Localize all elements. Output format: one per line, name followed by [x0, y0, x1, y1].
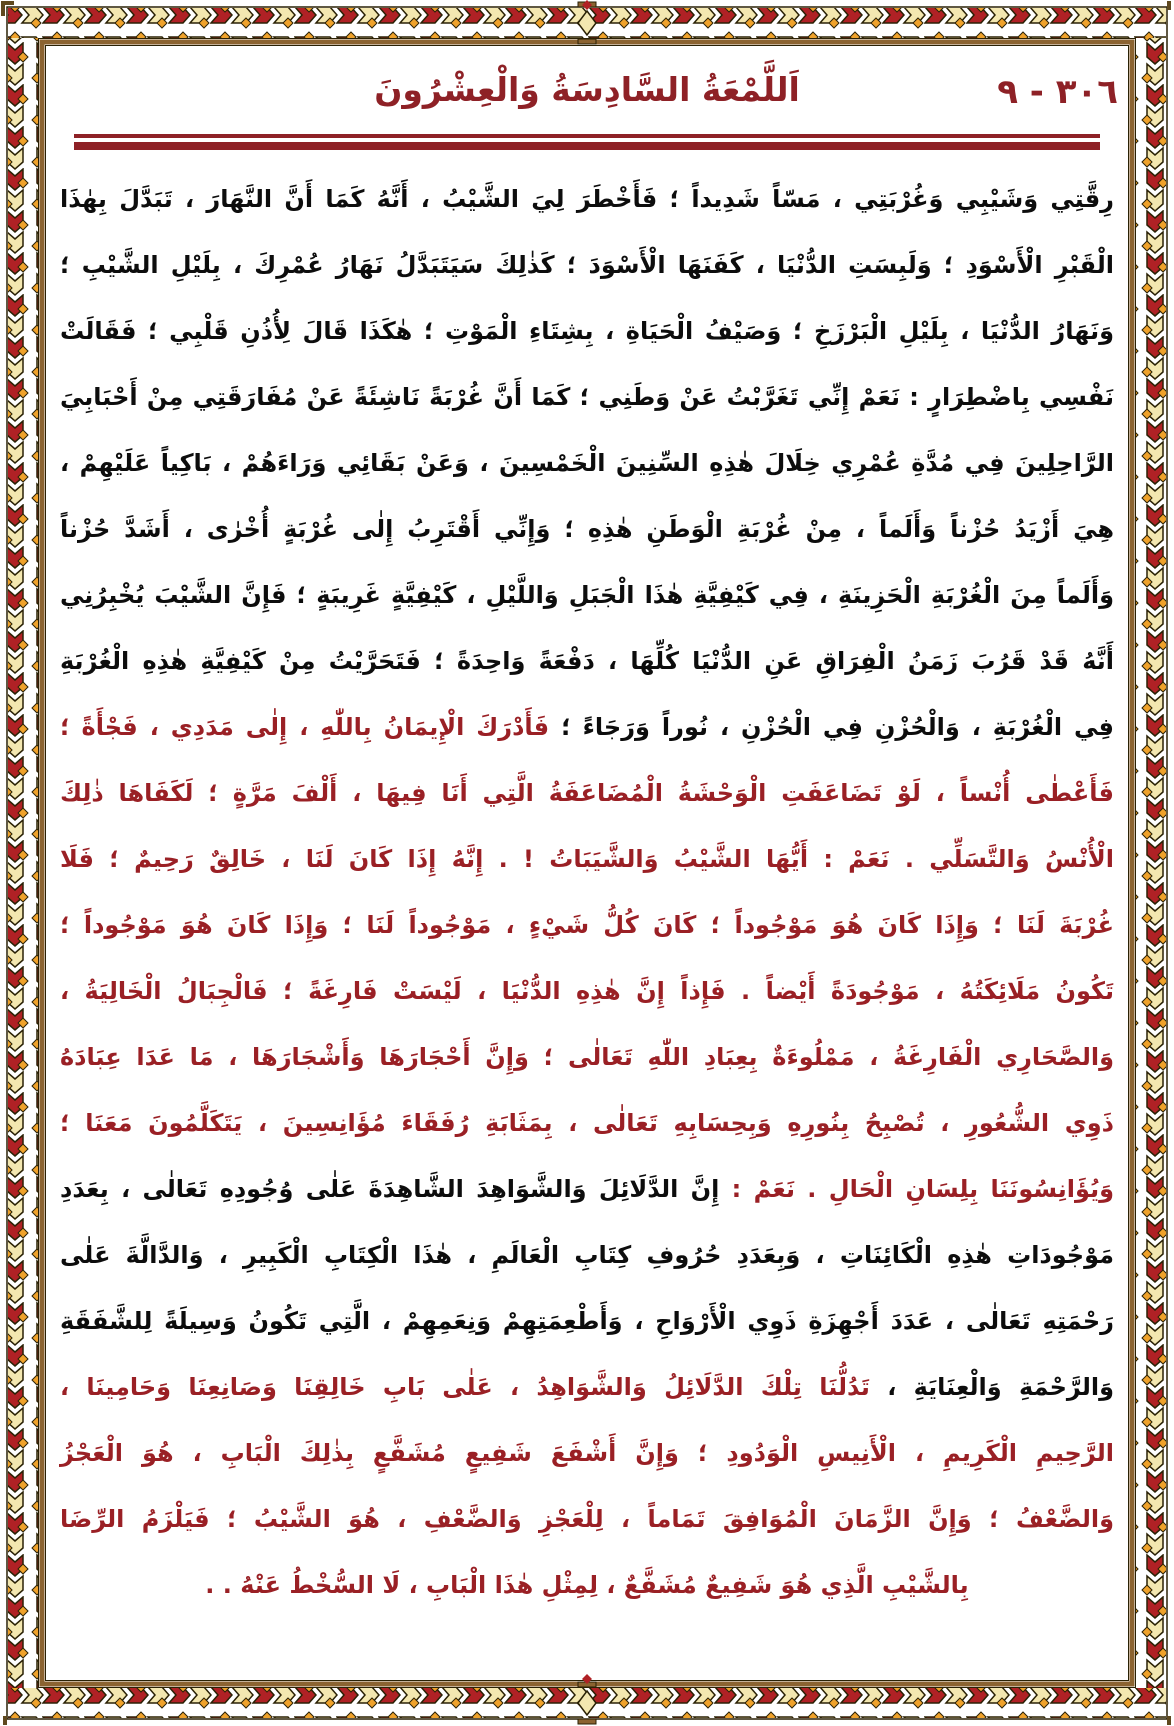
text-line [60, 496, 1114, 562]
text-line [60, 1222, 1114, 1288]
text-segment: أَنَّهُ قَدْ قَرُبَ زَمَنُ الْفِرَاقِ عَنِ الدُّنْيَا كُلِّهَا ، دَفْعَةً وَاحِدَةً ؛ فَتَحَرَّيْتُ مِنْ كَيْفِيَّةِ هٰذِهِ الْغُرْبَةِ [60, 647, 1114, 675]
text-line [60, 826, 1114, 892]
text-segment: وَالرَّحْمَةِ وَالْعِنَايَةِ ، [869, 1373, 1114, 1401]
text-segment: الرَّاحِلِينَ فِي مُدَّةِ عُمْرِي خِلَالَ هٰذِهِ السِّنِينَ الْخَمْسِينَ ، وَعَنْ بَقَائِي وَرَاءَهُمْ ، بَاكِياً عَلَيْهِمْ ، [60, 449, 1114, 477]
divider-thick-rule [74, 142, 1100, 150]
text-segment: رِقَّتِي وَشَيْبِي وَغُرْبَتِي ، مَسّاً شَدِيداً ؛ فَأَخْطَرَ لِيَ الشَّيْبُ ، أَنَّهُ كَمَا أَنَّ النَّهَارَ ، تَبَدَّلَ بِهٰذَا [60, 185, 1114, 213]
text-segment: هِيَ أَزْيَدُ حُزْناً وَأَلَماً ، مِنْ غُرْبَةِ الْوَطَنِ هٰذِهِ ؛ وَإِنِّي أَقْتَرِبُ إِلٰى غُرْبَةٍ أُخْرٰى ، أَشَدَّ حُزْناً [60, 515, 1114, 543]
text-segment: الرَّحِيمِ الْكَرِيمِ ، الْأَنِيسِ الْوَدُودِ ؛ وَإِنَّ أَشْفَعَ شَفِيعٍ مُشَفَّعٍ بِذٰلِكَ الْبَابِ ، هُوَ الْعَجْزُ [60, 1439, 1114, 1467]
text-line [60, 364, 1114, 430]
text-segment: ذَوِي الشُّعُورِ ، تُصْبِحُ بِنُورِهِ وَبِحِسَابِهِ تَعَالٰى ، بِمَثَابَةِ رُفَقَاءَ مُؤَانِسِينَ ، يَتَكَلَّمُونَ مَعَنَا ؛ [60, 1109, 1114, 1137]
text-line [60, 628, 1114, 694]
text-line [60, 430, 1114, 496]
text-line [60, 760, 1114, 826]
text-line [60, 1420, 1114, 1486]
text-segment: الْقَبْرِ الْأَسْوَدِ ؛ وَلَبِسَتِ الدُّنْيَا ، كَفَنَهَا الْأَسْوَدَ ؛ كَذٰلِكَ سَيَتَبَدَّلُ نَهَارُ عُمْرِكَ ، بِلَيْلِ الشَّيْبِ ؛ [60, 251, 1114, 279]
text-line [60, 1288, 1114, 1354]
text-line [60, 166, 1114, 232]
body-text [60, 166, 1114, 1618]
text-line [60, 694, 1114, 760]
text-segment: رَحْمَتِهِ تَعَالٰى ، عَدَدَ أَجْهِزَةِ ذَوِي الْأَرْوَاحِ ، وَأَطْعِمَتِهِمْ وَنِعَمِهِمْ ، الَّتِي تَكُونُ وَسِيلَةً لِلشَّفَقَةِ [60, 1307, 1114, 1335]
text-segment: تَكُونُ مَلَائِكَتُهُ ، مَوْجُودَةً أَيْضاً . فَإِذاً إِنَّ هٰذِهِ الدُّنْيَا ، لَيْسَتْ فَارِغَةً ؛ فَالْجِبَالُ الْخَالِيَةُ ، [60, 977, 1114, 1005]
text-segment: بِالشَّيْبِ الَّذِي هُوَ شَفِيعٌ مُشَفَّعٌ ، لِمِثْلِ هٰذَا الْبَابِ ، لَا السُّخْطُ عَنْهُ . . [205, 1571, 969, 1599]
text-segment: وَالصَّحَارِي الْفَارِغَةُ ، مَمْلُوءَةٌ بِعِبَادِ اللّٰهِ تَعَالٰى ؛ وَإِنَّ أَحْجَارَهَا وَأَشْجَارَهَا ، مَا عَدَا عِبَادَهُ [60, 1043, 1114, 1071]
text-line [60, 892, 1114, 958]
text-line [60, 958, 1114, 1024]
page-header [48, 58, 1126, 128]
page-title: اَللَّمْعَةُ السَّادِسَةُ وَالْعِشْرُونَ [374, 70, 800, 109]
text-segment: تَدُلُّنَا تِلْكَ الدَّلَائِلُ وَالشَّوَاهِدُ ، عَلٰى بَابِ خَالِقِنَا وَصَانِعِنَا وَحَامِينَا ، [60, 1373, 870, 1401]
text-line [60, 1354, 1114, 1420]
text-segment: وَنَهَارُ الدُّنْيَا ، بِلَيْلِ الْبَرْزَخِ ؛ وَصَيْفُ الْحَيَاةِ ، بِشِتَاءِ الْمَوْتِ ؛ هٰكَذَا قَالَ لِأُذُنِ قَلْبِي ؛ فَقَالَتْ [60, 317, 1114, 345]
text-line [60, 232, 1114, 298]
text-segment: إِنَّ الدَّلَائِلَ وَالشَّوَاهِدَ الشَّاهِدَةَ عَلٰى وُجُودِهِ تَعَالٰى ، بِعَدَدِ [60, 1175, 720, 1203]
text-segment: فَأَعْطٰى أُنْساً ، لَوْ تَضَاعَفَتِ الْوَحْشَةُ الْمُضَاعَفَةُ الَّتِي أَنَا فِيهَا ، أَلْفَ مَرَّةٍ ؛ لَكَفَاهَا ذٰلِكَ [60, 779, 1114, 807]
divider-thin-rule [74, 134, 1100, 138]
text-line [60, 298, 1114, 364]
text-line [60, 1486, 1114, 1552]
text-line [60, 1024, 1114, 1090]
text-segment: وَالضَّعْفُ ؛ وَإِنَّ الزَّمَانَ الْمُوَافِقَ تَمَاماً ، لِلْعَجْزِ وَالضَّعْفِ ، هُوَ الشَّيْبُ ؛ فَيَلْزَمُ الرِّضَا [60, 1505, 1114, 1533]
text-segment: وَأَلَماً مِنَ الْغُرْبَةِ الْحَزِينَةِ ، فِي كَيْفِيَّةِ هٰذَا الْجَبَلِ وَاللَّيْلِ ، كَيْفِيَّةٍ غَرِيبَةٍ ؛ فَإِنَّ الشَّيْبَ يُخْبِرُنِي [60, 581, 1114, 609]
text-segment: وَيُؤَانِسُونَنَا بِلِسَانِ الْحَالِ . نَعَمْ : [719, 1175, 1114, 1203]
page-content [48, 48, 1126, 1678]
text-line [60, 562, 1114, 628]
page-number [997, 72, 1118, 112]
text-segment: نَفْسِي بِاضْطِرَارٍ : نَعَمْ إِنِّي تَغَرَّبْتُ عَنْ وَطَنِي ؛ كَمَا أَنَّ غُرْبَةً نَاشِئَةً عَنْ مُفَارَقَتِي مِنْ أَحْبَابِيَ [60, 383, 1114, 411]
text-segment: غُرْبَةَ لَنَا ؛ وَإِذَا كَانَ هُوَ مَوْجُوداً ؛ كَانَ كُلُّ شَيْءٍ ، مَوْجُوداً لَنَا ؛ وَإِذَا كَانَ هُوَ مَوْجُوداً ؛ [60, 911, 1114, 939]
text-segment: فِي الْغُرْبَةِ ، وَالْحُزْنِ فِي الْحُزْنِ ، نُوراً وَرَجَاءً ؛ [549, 713, 1115, 741]
header-divider [74, 134, 1100, 150]
text-segment: الْأُنْسُ وَالتَّسَلِّي . نَعَمْ : أَيُّهَا الشَّيْبُ وَالشَّيَبَاتُ ! . إِنَّهُ إِذَا كَانَ لَنَا ، خَالِقٌ رَحِيمٌ ؛ فَلَا [60, 845, 1114, 873]
text-line [60, 1156, 1114, 1222]
text-segment: مَوْجُودَاتِ هٰذِهِ الْكَائِنَاتِ ، وَبِعَدَدِ حُرُوفِ كِتَابِ الْعَالَمِ ، هٰذَا الْكِتَابِ الْكَبِيرِ ، وَالدَّالَّةَ عَلٰى [60, 1241, 1114, 1269]
text-line [60, 1090, 1114, 1156]
text-line [60, 1552, 1114, 1618]
text-segment: فَأَدْرَكَ الْإِيمَانُ بِاللّٰهِ ، إِلٰى مَدَدِي ، فَجْأَةً ؛ [60, 713, 550, 741]
page-number-value: ٩ - ٣٠٦ [997, 72, 1118, 112]
